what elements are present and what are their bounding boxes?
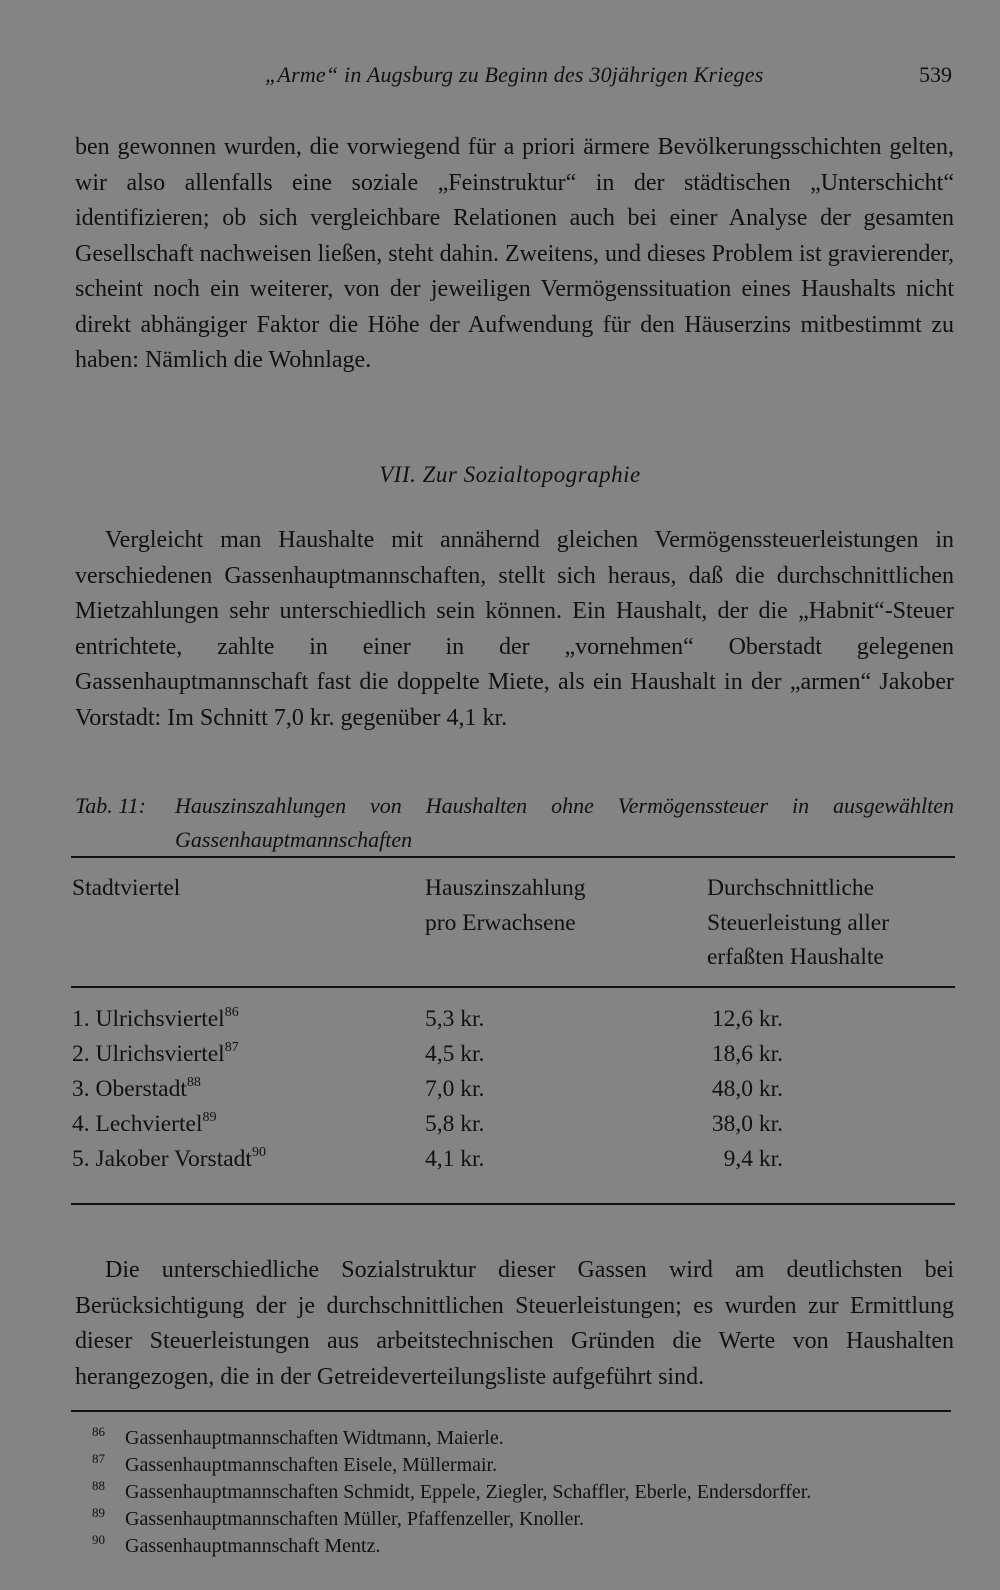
table-top-rule [71,856,955,858]
table-row-rent: 5,8 kr. [425,1111,485,1137]
table-header-tax-line2: Steuerleistung aller [707,909,890,936]
table-header-tax-line1: Durchschnittliche [707,875,875,901]
district-name: 4. Lechviertel [72,1111,203,1137]
table-row-rent: 4,1 kr. [425,1146,485,1172]
footnote-text: Gassenhauptmannschaften Schmidt, Eppele, Ziegler, Schaffler, Eberle, Endersdorffer. [125,1481,812,1503]
table-row-tax: 48,0 kr. [711,1076,783,1102]
footnote-ref: 88 [186,1075,201,1090]
footnote [90,1425,970,1452]
table-row-tax: 9,4 kr. [723,1146,783,1172]
paragraph-continued: ben gewonnen wurden, die vorwiegend für a priori ärmere Bevölkerungsschichten gelten, wir also allenfalls eine soziale „Feinstruktur“ in der städtischen „Unterschicht“ identifizieren; ob sich vergleichbare Relationen auch bei einer Analyse der gesamten Gesellschaft nachweisen ließen, steht dahin. Zweitens, und dieses Problem ist gravierender, scheint noch ein weiterer, von der jeweiligen Vermögenssituation eines Haushalts nicht direkt abhängiger Faktor die Höhe der Aufwendung für den Häuserzins mitbestimmt zu haben: Nämlich die Wohnlage. [75,134,954,373]
running-head: „Arme“ in Augsburg zu Beginn des 30jährigen Krieges [265,62,764,87]
footnote-number: 86 [92,1424,105,1439]
footnote-number: 89 [92,1505,105,1520]
footnote-ref: 89 [202,1110,217,1125]
table-row-district [72,1107,217,1142]
table-row-rent: 4,5 kr. [425,1041,485,1067]
paragraph-sozialstruktur: Die unterschiedliche Sozialstruktur dieser Gassen wird am deutlichsten bei Berücksichtigung der je durchschnittlichen Steuerleistungen; es wurden zur Ermittlung dieser Steuerleistungen aus arbeitstechnischen Gründen die Werte von Haushalten herangezogen, die in der Getreideverteilungsliste aufgeführt sind. [75,1257,954,1390]
table-header-rule [71,986,955,988]
table-header-district: Stadtviertel [72,875,181,901]
table-row-tax: 12,6 kr. [711,1006,783,1032]
district-name: 1. Ulrichsviertel [72,1006,225,1032]
table-caption-text: Hauszinszahlungen von Haushalten ohne Vermögenssteuer in ausgewählten Gassenhauptmannschaften [175,793,954,852]
paragraph-sozialtopographie: Vergleicht man Haushalte mit annähernd gleichen Vermögenssteuerleistungen in verschiedenen Gassenhauptmannschaften, stellt sich heraus, daß die durchschnittlichen Mietzahlungen sehr unterschiedlich sein können. Ein Haushalt, der die „Habnit“-Steuer entrichtete, zahlte in einer in der „vornehmen“ Oberstadt gelegenen Gassenhauptmannschaft fast die doppelte Miete, als ein Haushalt in der „armen“ Jakober Vorstadt: Im Schnitt 7,0 kr. gegenüber 4,1 kr. [75,527,954,731]
footnote-text: Gassenhauptmannschaft Mentz. [125,1535,381,1557]
district-name: 2. Ulrichsviertel [72,1041,225,1067]
table-header-rent-line2: pro Erwachsene [425,909,576,936]
table-row-district [72,1072,201,1107]
table-row-district [72,1142,266,1177]
footnote-number: 88 [92,1478,105,1493]
footnote [90,1506,970,1533]
footnote [90,1533,970,1560]
table-header-rent [425,871,586,940]
footnotes [90,1425,970,1560]
table-caption [75,789,954,857]
table-header-tax-line3: erfaßten Haushalte [707,944,884,970]
page-number: 539 [919,62,952,87]
footnote-ref: 86 [224,1005,239,1020]
footnote-number: 90 [92,1532,105,1547]
footnote-text: Gassenhauptmannschaften Eisele, Müllermair. [125,1454,498,1476]
table-row-district [72,1037,239,1072]
district-name: 3. Oberstadt [72,1076,187,1102]
footnote-ref: 90 [251,1145,266,1160]
footnote [90,1479,970,1506]
table-row-rent: 7,0 kr. [425,1076,485,1102]
footnote-text: Gassenhauptmannschaften Widtmann, Maierle. [125,1427,504,1449]
footnote-text: Gassenhauptmannschaften Müller, Pfaffenzeller, Knoller. [125,1508,584,1530]
table-row-tax: 18,6 kr. [711,1041,783,1067]
table-header-tax [707,871,889,975]
district-name: 5. Jakober Vorstadt [72,1146,252,1172]
footnote-ref: 87 [224,1040,239,1055]
footnote [90,1452,970,1479]
table-caption-label: Tab. 11: [75,793,146,818]
table-header-rent-line1: Hauszinszahlung [425,875,586,901]
footnote-number: 87 [92,1451,105,1466]
table-bottom-rule [71,1203,955,1205]
table-row-district [72,1002,239,1037]
table-row-rent: 5,3 kr. [425,1006,485,1032]
section-heading: VII. Zur Sozialtopographie [379,462,641,487]
table-row-tax: 38,0 kr. [711,1111,783,1137]
footnote-rule [71,1410,951,1412]
